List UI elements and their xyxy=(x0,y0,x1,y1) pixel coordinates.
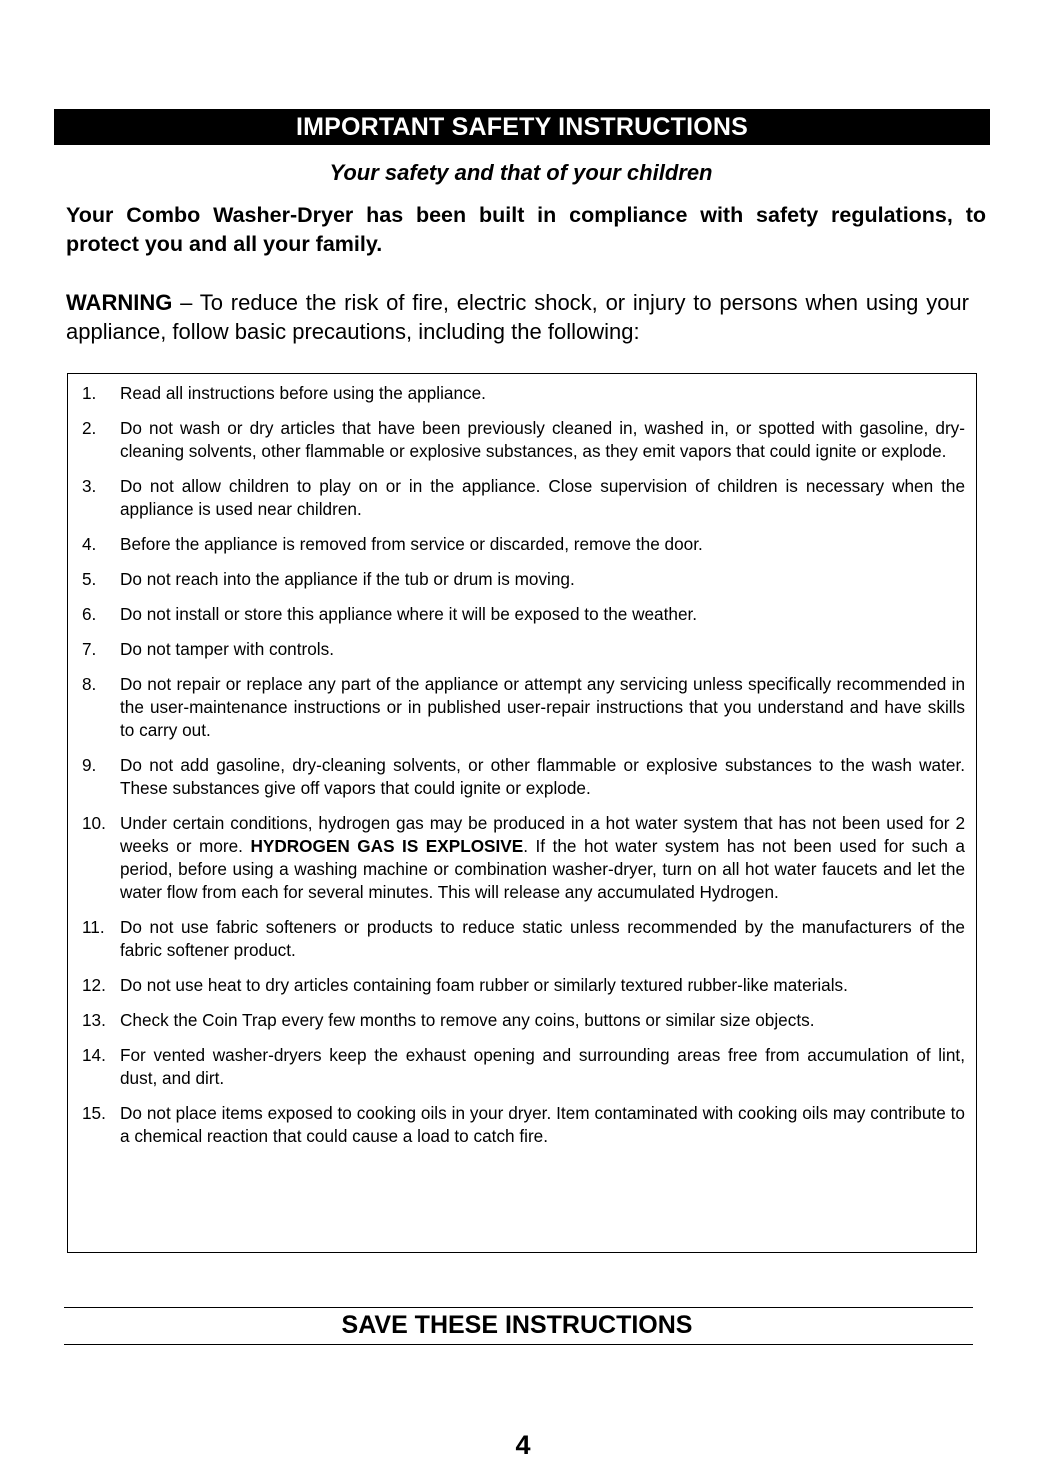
item-text: Do not add gasoline, dry-cleaning solvents, or other flammable or explosive substances to the wash water. These substances give off vapors that could ignite or explode. xyxy=(120,755,965,798)
item-text-before: Under certain conditions, hydrogen gas may be produced in a hot water system that has not been used for 2 weeks or more. xyxy=(120,813,965,856)
list-item xyxy=(82,417,965,463)
item-number: 8. xyxy=(82,674,97,694)
item-text: Read all instructions before using the appliance. xyxy=(120,383,486,403)
item-number: 12. xyxy=(82,975,106,995)
item-text: For vented washer-dryers keep the exhaust opening and surrounding areas free from accumulation of lint, dust, and dirt. xyxy=(120,1045,965,1088)
list-item xyxy=(82,1102,965,1148)
item-text: Do not repair or replace any part of the appliance or attempt any servicing unless specifically recommended in the user-maintenance instructions or in published user-repair instructions that you understand and have skills to carry out. xyxy=(120,674,965,740)
item-text: Before the appliance is removed from service or discarded, remove the door. xyxy=(120,534,703,554)
warning-paragraph xyxy=(66,289,969,346)
hydrogen-warning-bold: HYDROGEN GAS IS EXPLOSIVE xyxy=(250,836,524,856)
item-number: 2. xyxy=(82,418,97,438)
subtitle: Your safety and that of your children xyxy=(329,160,713,185)
item-number: 10. xyxy=(82,813,106,833)
instructions-box xyxy=(67,373,977,1253)
page-number: 4 xyxy=(515,1430,531,1460)
item-text-after: . If the hot water system has not been used for such a period, before using a washing machine or combination washer-dryer, turn on all hot water faucets and let the water flow from each for several minutes. This will release any accumulated Hydrogen. xyxy=(120,836,965,902)
list-item xyxy=(82,1044,965,1090)
item-number: 9. xyxy=(82,755,97,775)
item-number: 11. xyxy=(82,917,105,937)
item-text: Do not wash or dry articles that have been previously cleaned in, washed in, or spotted with gasoline, dry-cleaning solvents, other flammable or explosive substances, as they emit vapors that could ignite or explode. xyxy=(120,418,965,461)
item-text: Do not tamper with controls. xyxy=(120,639,334,659)
item-text: Do not allow children to play on or in the appliance. Close supervision of children is necessary when the appliance is used near children. xyxy=(120,476,965,519)
item-number: 14. xyxy=(82,1045,106,1065)
warning-dash: – xyxy=(172,290,200,315)
item-number: 3. xyxy=(82,476,97,496)
item-number: 13. xyxy=(82,1010,106,1030)
item-number: 7. xyxy=(82,639,97,659)
list-item xyxy=(82,475,965,521)
section-title-banner: IMPORTANT SAFETY INSTRUCTIONS xyxy=(54,109,990,145)
item-text: Do not place items exposed to cooking oils in your dryer. Item contaminated with cooking oils may contribute to a chemical reaction that could cause a load to catch fire. xyxy=(120,1103,965,1146)
list-item xyxy=(82,916,965,962)
list-item xyxy=(82,812,965,904)
item-text: Do not use fabric softeners or products to reduce static unless recommended by the manufacturers of the fabric softener product. xyxy=(120,917,965,960)
item-number: 15. xyxy=(82,1103,106,1123)
list-item xyxy=(82,638,965,661)
divider-top xyxy=(64,1307,973,1308)
list-item xyxy=(82,1009,965,1032)
divider-bottom xyxy=(64,1344,973,1345)
item-text: Check the Coin Trap every few months to remove any coins, buttons or similar size objects. xyxy=(120,1010,815,1030)
list-item xyxy=(82,673,965,742)
list-item xyxy=(82,974,965,997)
list-item xyxy=(82,382,965,405)
item-number: 4. xyxy=(82,534,97,554)
instructions-list xyxy=(82,382,965,1160)
item-text: Do not reach into the appliance if the tub or drum is moving. xyxy=(120,569,575,589)
item-number: 1. xyxy=(82,383,97,403)
item-number: 5. xyxy=(82,569,97,589)
save-instructions-heading: SAVE THESE INSTRUCTIONS xyxy=(341,1311,693,1339)
item-text: Do not install or store this appliance where it will be exposed to the weather. xyxy=(120,604,698,624)
warning-label: WARNING xyxy=(66,290,173,315)
intro-paragraph: Your Combo Washer-Dryer has been built in compliance with safety regulations, to protect you and all your family. xyxy=(66,203,986,256)
list-item xyxy=(82,754,965,800)
item-number: 6. xyxy=(82,604,97,624)
list-item xyxy=(82,533,965,556)
warning-text: To reduce the risk of fire, electric shock, or injury to persons when using your appliance, follow basic precautions, including the following: xyxy=(66,290,969,344)
item-text: Do not use heat to dry articles containing foam rubber or similarly textured rubber-like materials. xyxy=(120,975,848,995)
list-item xyxy=(82,603,965,626)
list-item xyxy=(82,568,965,591)
